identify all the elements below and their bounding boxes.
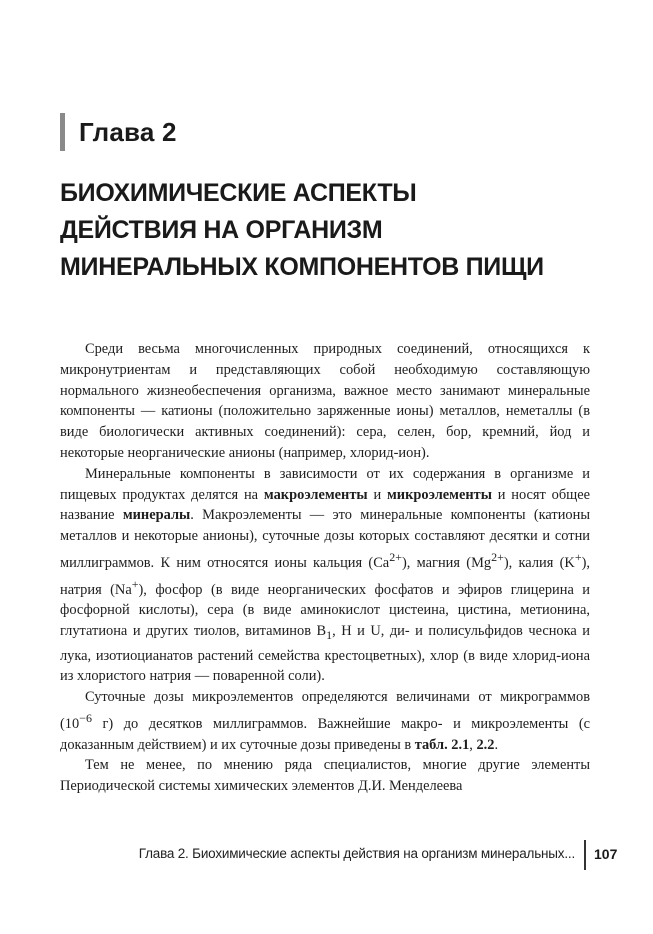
paragraph-continuation: Тем не менее, по мнению ряда специалистов, многие другие элементы Периодической системы химических элементов Д.И. Менделеева — [60, 757, 590, 795]
term-macroelements: макроэлементы — [263, 486, 368, 503]
running-title: Глава 2. Биохимические аспекты действия на организм минеральных... — [138, 846, 575, 861]
page-number: 107 — [594, 846, 618, 862]
table-reference: 2.2 — [476, 736, 495, 753]
chapter-title-line: БИОХИМИЧЕСКИЕ АСПЕКТЫ — [60, 179, 417, 207]
table-reference: табл. 2.1 — [414, 736, 470, 753]
chapter-marker-bar — [60, 113, 65, 151]
chapter-heading — [60, 112, 177, 152]
paragraph-intro: Среди весьма многочисленных природных соединений, относящихся к микронутриентам и представляющих собой необходимую составляющую нормального жизнеобеспечения организма, важное место занимают минеральные компоненты — катионы (положительно заряженные ионы) металлов, неметаллы (в виде биологически активных соединений): сера, селен, бор, кремний, йод и некоторые неорганические анионы (например, хлорид-ион). — [60, 341, 590, 461]
chapter-label: Глава 2 — [79, 116, 177, 147]
chapter-title-line: ДЕЙСТВИЯ НА ОРГАНИЗМ — [60, 216, 383, 244]
chapter-title — [60, 175, 620, 286]
chapter-title-line: МИНЕРАЛЬНЫХ КОМПОНЕНТОВ ПИЩИ — [60, 253, 544, 281]
term-minerals: минералы — [122, 507, 191, 524]
paragraph-daily-doses: Суточные дозы микроэлементов определяются величинами от микрограммов ($10^{-6}$ г) до десятков миллиграммов. Важнейшие макро- и микроэлементы (с доказанным действием) и их суточные дозы приведены в табл. 2.1, 2.2. — [60, 689, 590, 753]
term-microelements: микроэлементы — [386, 486, 492, 503]
paragraph-macroelements: Минеральные компоненты в зависимости от их содержания в организме и пищевых продуктах делятся на макроэлементы и микроэлементы и носят общее название минералы. Макроэлементы — это минеральные компоненты (катионы металлов и некоторые анионы), суточные дозы которых составляют десятки и сотни миллиграммов. К ним относятся ионы кальция $(Ca^{2+})$, магния $(Mg^{2+})$, калия (K+), натрия (Na+), фосфор (в виде неорганических фосфатов и эфиров глицерина и фосфорной кислоты), сера (в виде аминокислот цистеина, цистина, метионина, глутатиона и других тиолов, витаминов $B_1$, H и U, ди- и полисульфидов чеснока и лука, изотиоцианатов растений семейства крестоцветных), хлор (в виде хлорид-иона из хлористого натрия — поваренной соли). — [60, 465, 590, 685]
footer-divider — [584, 840, 586, 870]
body-text — [60, 339, 590, 797]
page-footer — [0, 840, 653, 870]
